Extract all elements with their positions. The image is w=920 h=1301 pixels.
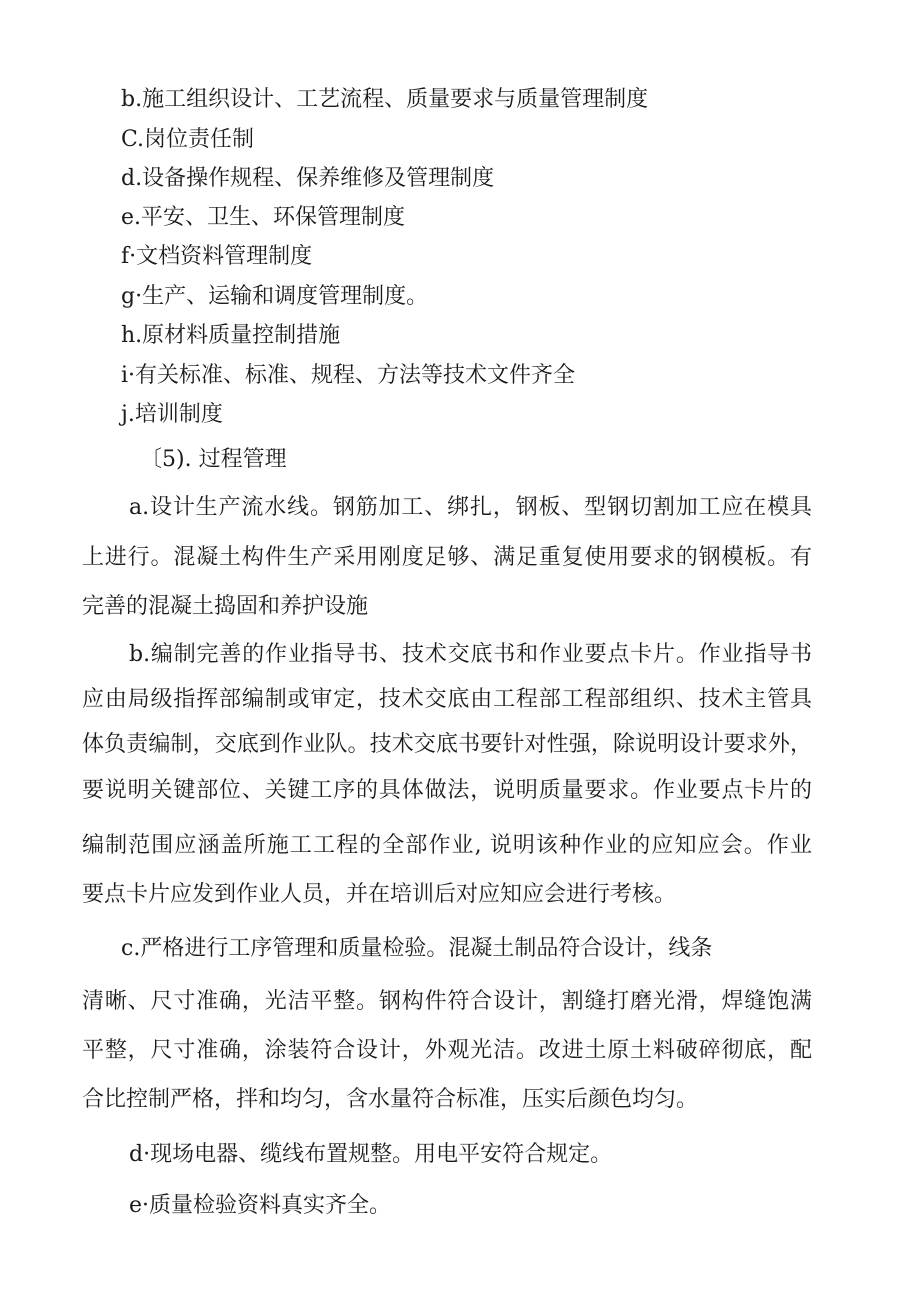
paragraph-c-line: 合比控制严格，拌和均匀，含水量符合标准，压实后颜色均匀。 bbox=[82, 1087, 699, 1112]
paragraph-b-line: 要点卡片应发到作业人员，并在培训后对应知应会进行考核。 bbox=[82, 882, 677, 907]
paragraph-a-line: 完善的混凝土捣固和养护设施 bbox=[82, 594, 369, 619]
list-item-f: f·文档资料管理制度 bbox=[121, 244, 313, 269]
list-item-j: j.培训制度 bbox=[121, 402, 223, 427]
paragraph-a-line: a.设计生产流水线。钢筋加工、绑扎，钢板、型钢切割加工应在模具 bbox=[129, 495, 812, 520]
paragraph-e: e·质量检验资料真实齐全。 bbox=[129, 1193, 392, 1218]
list-item-c: C.岗位责任制 bbox=[121, 127, 255, 152]
list-item-i: i·有关标准、标准、规程、方法等技术文件齐全 bbox=[121, 363, 576, 388]
paragraph-b-line: 编制范围应涵盖所施工工程的全部作业, 说明该种作业的应知应会。作业 bbox=[82, 833, 812, 858]
paragraph-b-line: 体负责编制，交底到作业队。技术交底书要针对性强，除说明设计要求外， bbox=[82, 732, 812, 757]
paragraph-a-line: 上进行。混凝土构件生产采用刚度足够、满足重复使用要求的钢模板。有 bbox=[82, 545, 812, 570]
paragraph-b-line: 要说明关键部位、关键工序的具体做法，说明质量要求。作业要点卡片的 bbox=[82, 778, 812, 803]
paragraph-c-line: 平整，尺寸准确，涂装符合设计，外观光洁。改进土原土料破碎彻底，配 bbox=[82, 1038, 812, 1063]
paragraph-c-line: c.严格进行工序管理和质量检验。混凝土制品符合设计，线条 bbox=[121, 936, 713, 961]
list-item-d: d.设备操作规程、保养维修及管理制度 bbox=[121, 166, 495, 191]
paragraph-b-line: b.编制完善的作业指导书、技术交底书和作业要点卡片。作业指导书 bbox=[129, 642, 812, 667]
list-item-h: h.原材料质量控制措施 bbox=[121, 323, 341, 348]
list-item-g: g·生产、运输和调度管理制度。 bbox=[121, 284, 429, 309]
section-heading: 〔5). 过程管理 bbox=[140, 447, 287, 472]
paragraph-c-line: 清晰、尺寸准确，光洁平整。钢构件符合设计，割缝打磨光滑，焊缝饱满 bbox=[82, 989, 812, 1014]
paragraph-b-line: 应由局级指挥部编制或审定，技术交底由工程部工程部组织、技术主管具 bbox=[82, 687, 812, 712]
paragraph-d: d·现场电器、缆线布置规整。用电平安符合规定。 bbox=[129, 1142, 613, 1167]
list-item-b: b.施工组织设计、工艺流程、质量要求与质量管理制度 bbox=[121, 87, 649, 112]
list-item-e: e.平安、卫生、环保管理制度 bbox=[121, 205, 406, 230]
